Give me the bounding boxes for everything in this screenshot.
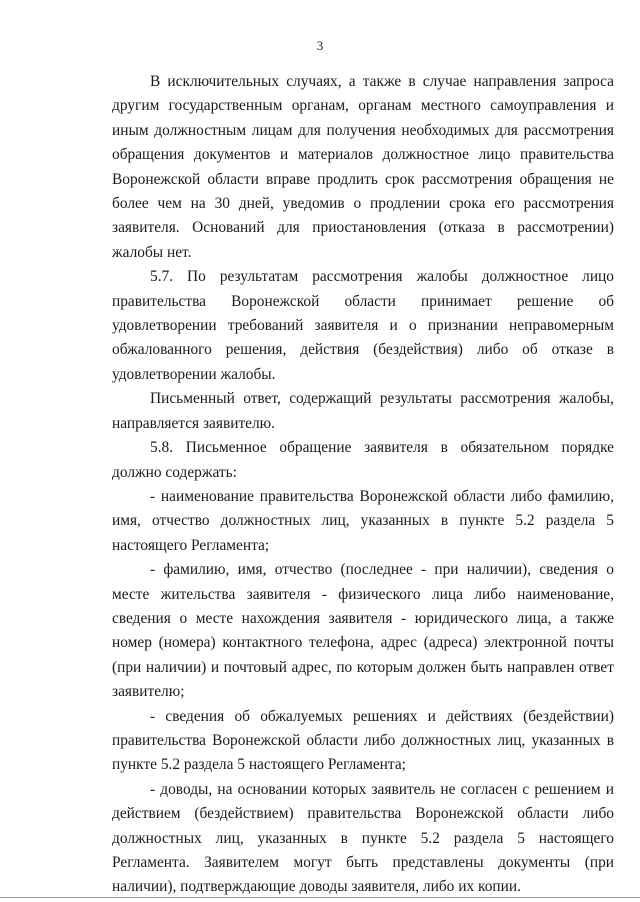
- document-body: [112, 70, 614, 900]
- list-item-authority-name: - наименование правительства Воронежской области либо фамилию, имя, отчество должностных лиц, указанных в пункте 5.2 раздела 5 настоящего Регламента;: [112, 487, 614, 554]
- page-number: 3: [316, 38, 324, 53]
- paragraph-5-8-requirements: 5.8. Письменное обращение заявителя в обязательном порядке должно содержать:: [112, 439, 614, 481]
- list-item-appealed-decisions: - сведения об обжалуемых решениях и действиях (бездействии) правительства Воронежской области либо должностных лиц, указанных в пункте 5.2 раздела 5 настоящего Регламента;: [112, 707, 614, 774]
- paragraph-extension-of-review: В исключительных случаях, а также в случае направления запроса другим государственным органам, органам местного самоуправления и иным должностным лицам для получения необходимых для рассмотрения обращения документов и материалов должностное лицо правительства Воронежской области вправе продлить срок рассмотрения обращения не более чем на 30 дней, уведомив о продлении срока его рассмотрения заявителя. Оснований для приостановления (отказа в рассмотрении) жалобы нет.: [112, 73, 614, 261]
- paragraph-5-7-decision: 5.7. По результатам рассмотрения жалобы должностное лицо правительства Воронежской области принимает решение об удовлетворении требований заявителя и о признании неправомерным обжалованного решения, действия (бездействия) либо об отказе в удовлетворении жалобы.: [112, 268, 614, 383]
- list-item-applicant-details: - фамилию, имя, отчество (последнее - при наличии), сведения о месте жительства заявителя - физического лица либо наименование, сведения о месте нахождения заявителя - юридического лица, а также номер (номера) контактного телефона, адрес (адреса) электронной почты (при наличии) и почтовый адрес, по которым должен быть направлен ответ заявителю;: [112, 561, 614, 701]
- list-item-arguments: - доводы, на основании которых заявитель не согласен с решением и действием (бездействием) правительства Воронежской области либо должностных лиц, указанных в пункте 5.2 раздела 5 настоящего Регламента. Заявителем могут быть представлены документы (при наличии), подтверждающие доводы заявителя, либо их копии.: [112, 780, 614, 896]
- paragraph-written-response: Письменный ответ, содержащий результаты рассмотрения жалобы, направляется заявителю.: [112, 390, 614, 432]
- bottom-divider: [0, 897, 640, 898]
